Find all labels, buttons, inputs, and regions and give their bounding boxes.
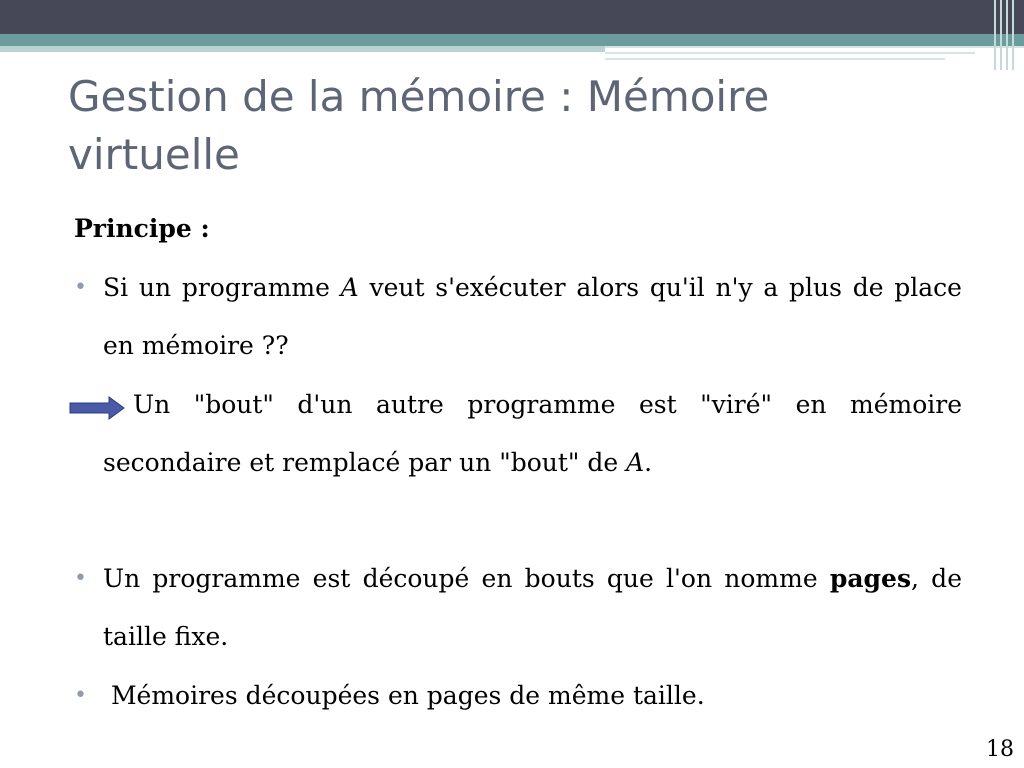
bullet-dot: • xyxy=(74,683,87,708)
bullet-item xyxy=(74,550,962,666)
bullet-text: Mémoires découpées en pages de même taille. xyxy=(110,681,705,710)
program-variable: A xyxy=(340,273,359,302)
header-decor-line xyxy=(605,58,945,60)
bullet-text: Un programme est découpé en bouts que l'on nomme xyxy=(103,564,830,593)
header-light-band xyxy=(0,46,605,52)
header-teal-band xyxy=(0,34,1024,46)
slide-title: Gestion de la mémoire : Mémoire virtuelle xyxy=(68,72,770,179)
section-heading: Principe : xyxy=(74,214,210,243)
header-dark-bar xyxy=(0,0,1024,34)
header-decor-line xyxy=(605,52,975,54)
emphasis-term: pages xyxy=(829,564,912,593)
bullet-text: veut s'exécuter alors qu'il n'y a plus de place en mémoire ?? xyxy=(103,273,962,360)
header-decor-line xyxy=(605,46,1024,48)
consequence-text: Un "bout" d'un autre programme est "viré" en mémoire secondaire et remplacé par un "bout" de xyxy=(103,390,962,477)
header-vertical-lines xyxy=(994,0,1016,70)
page-number: 18 xyxy=(986,737,1014,762)
program-variable: A xyxy=(626,448,645,477)
bullet-text: , de taille fixe. xyxy=(103,564,962,651)
slide-body xyxy=(74,200,962,726)
bullet-item xyxy=(74,667,962,725)
right-arrow-icon xyxy=(69,396,125,420)
bullet-dot: • xyxy=(74,275,87,300)
bullet-text: Si un programme xyxy=(103,273,341,302)
bullet-item xyxy=(74,259,962,375)
consequence-item xyxy=(74,376,962,492)
consequence-text: . xyxy=(644,448,653,477)
bullet-dot: • xyxy=(74,566,87,591)
